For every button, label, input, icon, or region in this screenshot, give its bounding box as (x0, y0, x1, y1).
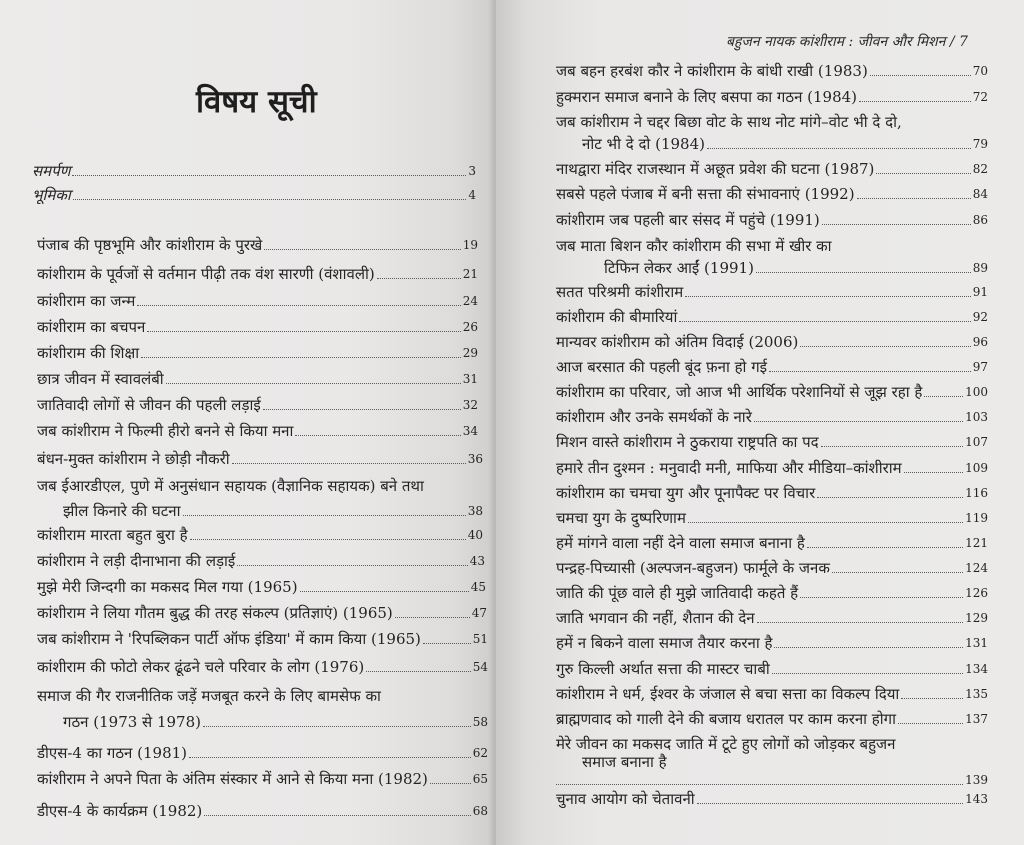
toc-entry: मिशन वास्ते कांशीराम ने ठुकराया राष्ट्रपति का पद 107 (556, 433, 988, 451)
toc-entry: ब्राह्मणवाद को गाली देने की बजाय धरातल पर काम करना होगा 137 (556, 710, 988, 728)
toc-entry: भूमिका 4 (32, 186, 476, 204)
toc-entry: कांशीराम की फोटो लेकर ढूंढने चले परिवार के लोग (1976) 54 (37, 658, 488, 676)
toc-entry: कांशीराम ने धर्म, ईश्वर के जंजाल से बचा सत्ता का विकल्प दिया 135 (556, 685, 988, 703)
toc-entry: छात्र जीवन में स्वावलंबी 31 (37, 370, 478, 388)
toc-entry: जब कांशीराम ने फिल्मी हीरो बनने से किया मना 34 (37, 422, 478, 440)
toc-entry: जातिवादी लोगों से जीवन की पहली लड़ाई 32 (37, 396, 478, 414)
toc-entry: मुझे मेरी जिन्दगी का मकसद मिल गया (1965) 45 (37, 578, 486, 596)
toc-entry: जब माता बिशन कौर कांशीराम की सभा में खीर का टिफिन लेकर आईं (1991) 89 (556, 237, 988, 277)
toc-entry: कांशीराम ने अपने पिता के अंतिम संस्कार में आने से किया मना (1982) 65 (37, 770, 488, 788)
toc-entry: कांशीराम का जन्म 24 (37, 292, 478, 310)
toc-entry: मेरे जीवन का मकसद जाति में टूटे हुए लोगों को जोड़कर बहुजन समाज बनाना है 139 (556, 735, 988, 787)
toc-entry: पन्द्रह-पिच्यासी (अल्पजन-बहुजन) फार्मूले के जनक 124 (556, 559, 988, 577)
toc-entry: हमें मांगने वाला नहीं देने वाला समाज बनाना है 121 (556, 534, 988, 552)
toc-entry: जब बहन हरबंश कौर ने कांशीराम के बांधी राखी (1983) 70 (556, 62, 988, 80)
toc-entry: कांशीराम का परिवार, जो आज भी आर्थिक परेशानियों से जूझ रहा है 100 (556, 383, 988, 401)
toc-entry: जाति भगवान की नहीं, शैतान की देन 129 (556, 609, 988, 627)
toc-entry: चमचा युग के दुष्परिणाम 119 (556, 509, 988, 527)
toc-entry: समाज की गैर राजनीतिक जड़ें मजबूत करने के लिए बामसेफ का गठन (1973 से 1978) 58 (37, 687, 488, 731)
toc-entry: हमें न बिकने वाला समाज तैयार करना है 131 (556, 634, 988, 652)
toc-entry: जब कांशीराम ने चद्दर बिछा वोट के साथ नोट मांगे–वोट भी दे दो, नोट भी दे दो (1984) 79 (556, 113, 988, 153)
toc-entry: सबसे पहले पंजाब में बनी सत्ता की संभावनाएं (1992) 84 (556, 185, 988, 203)
toc-entry: कांशीराम का बचपन 26 (37, 318, 478, 336)
toc-entry: हुक्मरान समाज बनाने के लिए बसपा का गठन (1984) 72 (556, 88, 988, 106)
toc-entry: कांशीराम की शिक्षा 29 (37, 344, 478, 362)
toc-entry: डीएस-4 के कार्यक्रम (1982) 68 (37, 802, 488, 820)
running-head: बहुजन नायक कांशीराम : जीवन और मिशन / 7 (726, 34, 968, 50)
left-page (0, 0, 494, 845)
toc-entry: कांशीराम ने लड़ी दीनाभाना की लड़ाई 43 (37, 552, 485, 570)
toc-entry: नाथद्वारा मंदिर राजस्थान में अछूत प्रवेश की घटना (1987) 82 (556, 160, 988, 178)
toc-entry: कांशीराम का चमचा युग और पूनापैक्ट पर विचार 116 (556, 484, 988, 502)
toc-entry: कांशीराम और उनके समर्थकों के नारे 103 (556, 408, 988, 426)
toc-entry: गुरु किल्ली अर्थात सत्ता की मास्टर चाबी 134 (556, 660, 988, 678)
toc-entry: चुनाव आयोग को चेतावनी 143 (556, 790, 988, 808)
toc-entry: मान्यवर कांशीराम को अंतिम विदाई (2006) 96 (556, 333, 988, 351)
toc-entry: जाति की पूंछ वाले ही मुझे जातिवादी कहते हैं 126 (556, 584, 988, 602)
toc-entry: कांशीराम जब पहली बार संसद में पहुंचे (1991) 86 (556, 211, 988, 229)
toc-entry: समर्पण 3 (32, 162, 476, 180)
toc-entry: कांशीराम की बीमारियां 92 (556, 308, 988, 326)
toc-entry: सतत परिश्रमी कांशीराम 91 (556, 283, 988, 301)
toc-entry: आज बरसात की पहली बूंद फ़ना हो गई 97 (556, 358, 988, 376)
toc-entry: कांशीराम के पूर्वजों से वर्तमान पीढ़ी तक वंश सारणी (वंशावली) 21 (37, 265, 478, 283)
toc-entry: जब कांशीराम ने 'रिपब्लिकन पार्टी ऑफ इंडिया' में काम किया (1965) 51 (37, 630, 488, 648)
toc-entry: हमारे तीन दुश्मन : मनुवादी मनी, माफिया और मीडिया–कांशीराम 109 (556, 459, 988, 477)
toc-entry: कांशीराम मारता बहुत बुरा है 40 (37, 526, 483, 544)
toc-entry: बंधन-मुक्त कांशीराम ने छोड़ी नौकरी 36 (37, 450, 483, 468)
toc-entry: पंजाब की पृष्ठभूमि और कांशीराम के पुरखे 19 (37, 236, 478, 254)
page-title: विषय सूची (196, 84, 317, 120)
toc-entry: जब ईआरडीएल, पुणे में अनुसंधान सहायक (वैज्ञानिक सहायक) बने तथा झील किनारे की घटना 38 (37, 477, 483, 520)
toc-entry: डीएस-4 का गठन (1981) 62 (37, 744, 488, 762)
toc-entry: कांशीराम ने लिया गौतम बुद्ध की तरह संकल्प (प्रतिज्ञाएं) (1965) 47 (37, 604, 487, 622)
